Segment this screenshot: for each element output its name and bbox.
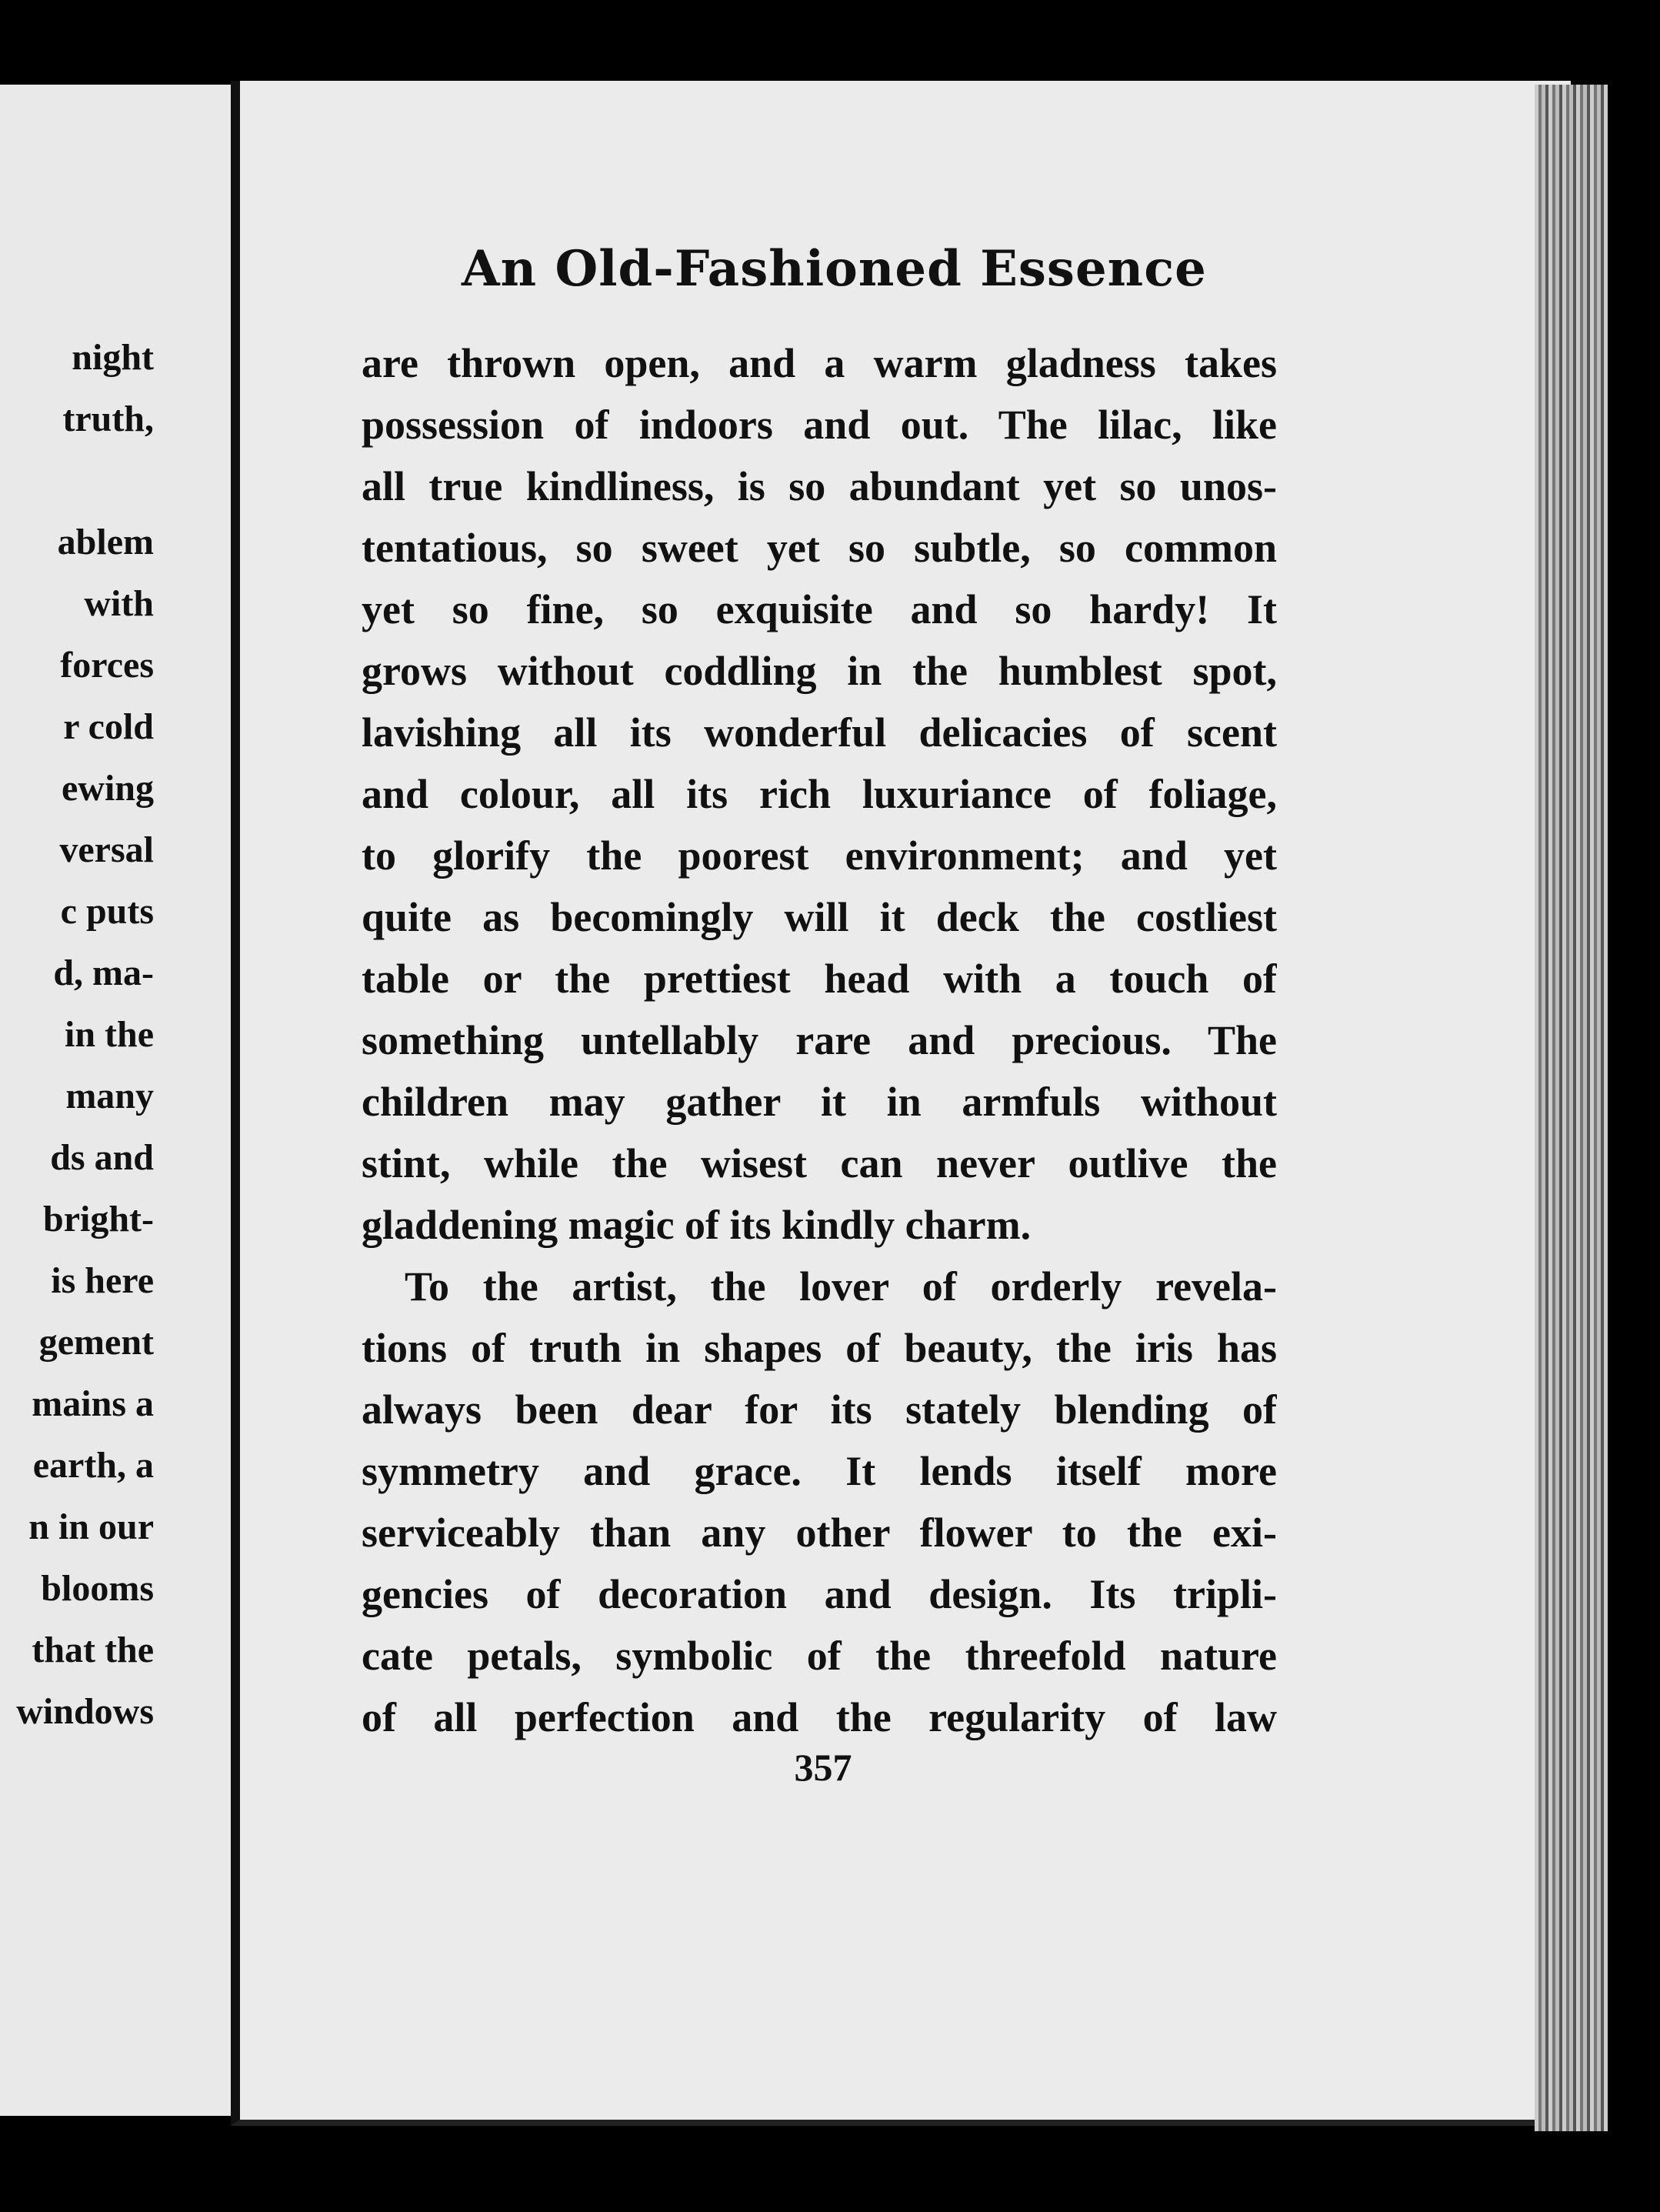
left-page-line: bright- [43,1199,154,1239]
running-head: An Old-Fashioned Essence [462,240,1207,298]
page-edges [1535,85,1608,2131]
text-line: grows without coddling in the humblest spot, [362,648,1277,694]
text-line: stint, while the wisest can never outlive the [362,1140,1277,1186]
text-line: all true kindliness, is so abundant yet so unos- [362,463,1277,509]
text-line: cate petals, symbolic of the threefold nature [362,1633,1277,1679]
left-page-line: that the [32,1630,154,1670]
left-page-line: gement [38,1322,154,1363]
left-page-text [0,327,154,1743]
text-line: lavishing all its wonderful delicacies of scent [362,709,1277,756]
body-text [362,332,1277,1748]
left-page-line: many [65,1076,154,1116]
left-page-line: with [84,583,154,624]
left-page-line: blooms [41,1568,154,1609]
text-line: quite as becomingly will it deck the costliest [362,894,1277,940]
text-line: gencies of decoration and design. Its tripli- [362,1571,1277,1617]
text-line: table or the prettiest head with a touch of [362,956,1277,1002]
text-line: something untellably rare and precious. The [362,1017,1277,1063]
left-page-line: is here [51,1260,154,1301]
text-line: of all perfection and the regularity of law [362,1694,1277,1740]
left-page-line: n in our [28,1506,154,1547]
page-number: 357 [794,1746,852,1789]
text-line: and colour, all its rich luxuriance of foliage, [362,771,1277,817]
left-page [0,85,234,2116]
text-line: To the artist, the lover of orderly revela- [405,1263,1277,1310]
left-page-line: earth, a [32,1445,154,1486]
text-line: yet so fine, so exquisite and so hardy! It [362,586,1277,632]
left-page-line: windows [16,1691,154,1732]
text-line: tentatious, so sweet yet so subtle, so common [362,525,1277,571]
text-line: are thrown open, and a warm gladness takes [362,340,1277,386]
left-page-line: versal [59,829,154,870]
text-line: to glorify the poorest environment; and yet [362,832,1277,879]
text-line: gladdening magic of its kindly charm. [362,1202,1032,1248]
left-page-line: mains a [32,1383,154,1424]
left-page-line: truth, [62,399,154,439]
text-line: possession of indoors and out. The lilac, like [362,402,1277,448]
left-page-line: ewing [62,768,154,809]
text-line: children may gather it in armfuls without [362,1079,1277,1125]
text-line: symmetry and grace. It lends itself more [362,1448,1277,1494]
left-page-line: in the [64,1014,154,1055]
text-line: serviceably than any other flower to the exi- [362,1510,1277,1556]
left-page-line: d, ma- [53,953,154,993]
left-page-line: r cold [63,706,154,747]
text-line: always been dear for its stately blending of [362,1386,1277,1433]
left-page-line: forces [60,645,154,686]
text-line: tions of truth in shapes of beauty, the iris has [362,1325,1277,1371]
left-page-line: c puts [60,891,154,932]
left-page-line: ablem [57,522,154,562]
left-page-line [0,450,154,512]
left-page-line: night [72,337,154,378]
left-page-line: ds and [50,1137,154,1178]
